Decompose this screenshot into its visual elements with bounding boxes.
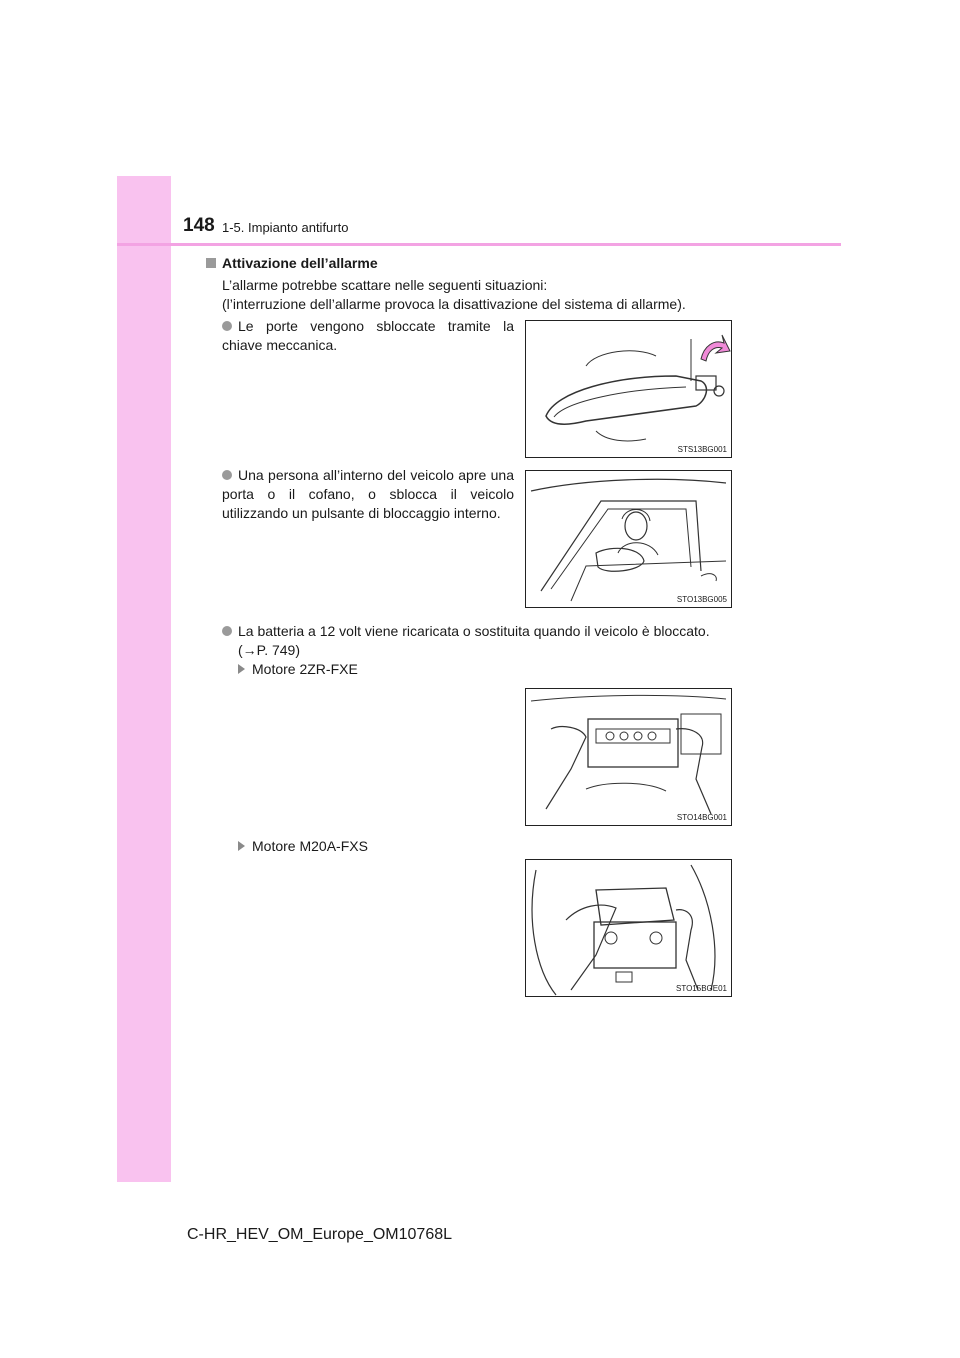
battery-m20a-illustration [526,860,732,997]
heading-text: Attivazione dell’allarme [222,255,378,271]
bullet-3-text-line-1: La batteria a 12 volt viene ricaricata o sostituita quando il veicolo è bloccato. [238,623,710,639]
triangle-bullet-icon [238,664,245,674]
bullet-3-text-line-2: (→P. 749) [238,642,300,658]
engine-1-text: Motore 2ZR-FXE [252,661,358,677]
figure-code: STO15BGE01 [676,984,727,993]
bullet-item-2 [222,466,514,523]
bullet-item-1 [222,317,514,355]
figure-door-handle [525,320,732,458]
figure-code: STS13BG001 [677,445,727,454]
figure-person-in-car [525,470,732,608]
section-heading [206,255,378,271]
person-in-car-illustration [526,471,732,608]
intro-line-2: (l’interruzione dell’allarme provoca la disattivazione del sistema di allarme). [222,296,686,312]
section-title: 1-5. Impianto antifurto [222,220,349,235]
door-handle-key-illustration [526,321,732,458]
intro-line-1: L’allarme potrebbe scattare nelle seguenti situazioni: [222,277,548,293]
figure-code: STO14BG001 [676,813,727,822]
engine-label-1 [238,661,358,677]
engine-2-text: Motore M20A-FXS [252,838,368,854]
round-bullet-icon [222,321,232,331]
header-rule [117,243,841,246]
chapter-side-tab [117,176,171,1182]
round-bullet-icon [222,470,232,480]
figure-battery-2zr [525,688,732,826]
bullet-item-3 [222,622,742,641]
engine-label-2 [238,838,368,854]
bullet-1-text: Le porte vengono sbloccate tramite la chiave meccanica. [222,318,514,353]
square-bullet-icon [206,258,216,268]
figure-battery-m20a [525,859,732,997]
page-number: 148 [183,215,215,236]
footer-doc-code: C-HR_HEV_OM_Europe_OM10768L [187,1226,453,1243]
battery-2zr-illustration [526,689,732,826]
triangle-bullet-icon [238,841,245,851]
round-bullet-icon [222,626,232,636]
figure-code: STO13BG005 [676,595,727,604]
bullet-2-text: Una persona all’interno del veicolo apre una porta o il cofano, o sblocca il veicolo utilizzando un pulsante di bloccaggio interno. [222,467,514,521]
